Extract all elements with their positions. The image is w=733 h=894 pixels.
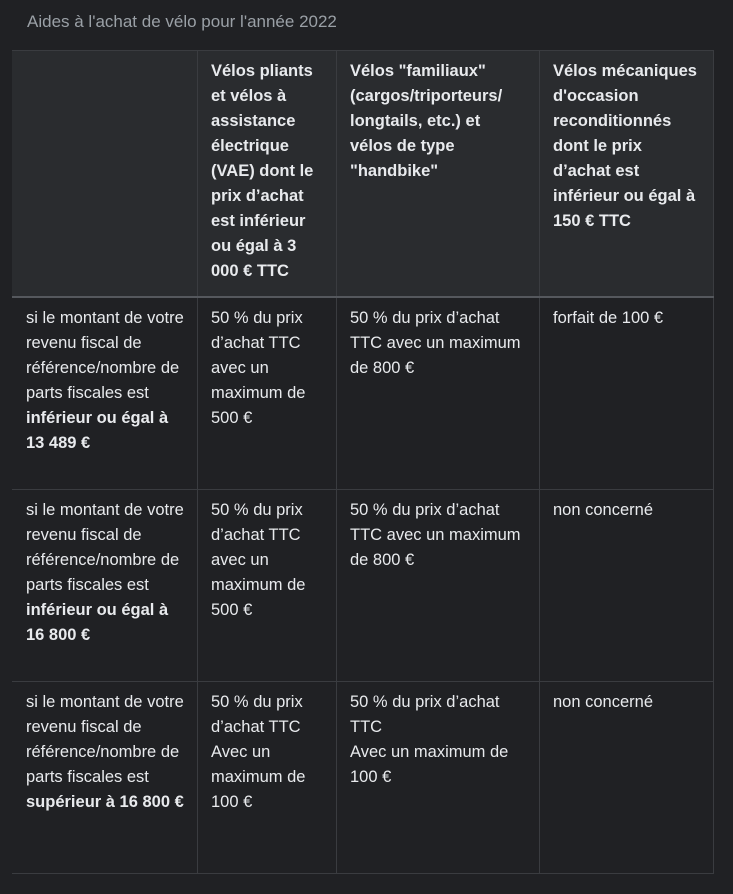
condition-threshold: supérieur à 16 800 € xyxy=(26,793,184,811)
family-bike-aid-line-2: Avec un maximum de 100 € xyxy=(350,743,509,786)
condition-text: si le montant de votre revenu fiscal de référence/nombre de parts fiscales est xyxy=(26,693,184,786)
used-bike-aid-cell: non concerné xyxy=(540,682,714,874)
table-row xyxy=(13,682,714,874)
header-empty xyxy=(13,51,198,298)
used-bike-aid-cell: forfait de 100 € xyxy=(540,297,714,490)
condition-text: si le montant de votre revenu fiscal de référence/nombre de parts fiscales est xyxy=(26,501,184,594)
condition-cell xyxy=(13,682,198,874)
folding-vae-aid-cell: 50 % du prix d’achat TTC avec un maximum de 500 € xyxy=(198,490,337,682)
folding-vae-aid-cell xyxy=(198,682,337,874)
condition-cell xyxy=(13,297,198,490)
condition-threshold: inférieur ou égal à 16 800 € xyxy=(26,601,169,644)
table-row xyxy=(13,490,714,682)
header-used-bikes: Vélos mécaniques d'occasion reconditionnés dont le prix d’achat est inférieur ou égal à 150 € TTC xyxy=(540,51,714,298)
folding-vae-aid-line-1: 50 % du prix d’achat TTC xyxy=(211,693,303,736)
condition-cell xyxy=(13,490,198,682)
bike-aid-table xyxy=(12,50,714,874)
header-family-bikes: Vélos "familiaux" (cargos/triporteurs/ longtails, etc.) et vélos de type "handbike" xyxy=(337,51,540,298)
family-bike-aid-cell: 50 % du prix d’achat TTC avec un maximum de 800 € xyxy=(337,297,540,490)
folding-vae-aid-cell: 50 % du prix d’achat TTC avec un maximum de 500 € xyxy=(198,297,337,490)
used-bike-aid-cell: non concerné xyxy=(540,490,714,682)
condition-text: si le montant de votre revenu fiscal de référence/nombre de parts fiscales est xyxy=(26,309,184,402)
family-bike-aid-cell xyxy=(337,682,540,874)
header-folding-vae: Vélos pliants et vélos à assistance électrique (VAE) dont le prix d’achat est inférieur ou égal à 3 000 € TTC xyxy=(198,51,337,298)
table-header-row xyxy=(13,51,714,298)
table-caption: Aides à l'achat de vélo pour l'année 2022 xyxy=(27,12,337,31)
condition-threshold: inférieur ou égal à 13 489 € xyxy=(26,409,169,452)
family-bike-aid-cell: 50 % du prix d’achat TTC avec un maximum de 800 € xyxy=(337,490,540,682)
folding-vae-aid-line-2: Avec un maximum de 100 € xyxy=(211,743,306,811)
family-bike-aid-line-1: 50 % du prix d’achat TTC xyxy=(350,693,500,736)
table-row xyxy=(13,297,714,490)
